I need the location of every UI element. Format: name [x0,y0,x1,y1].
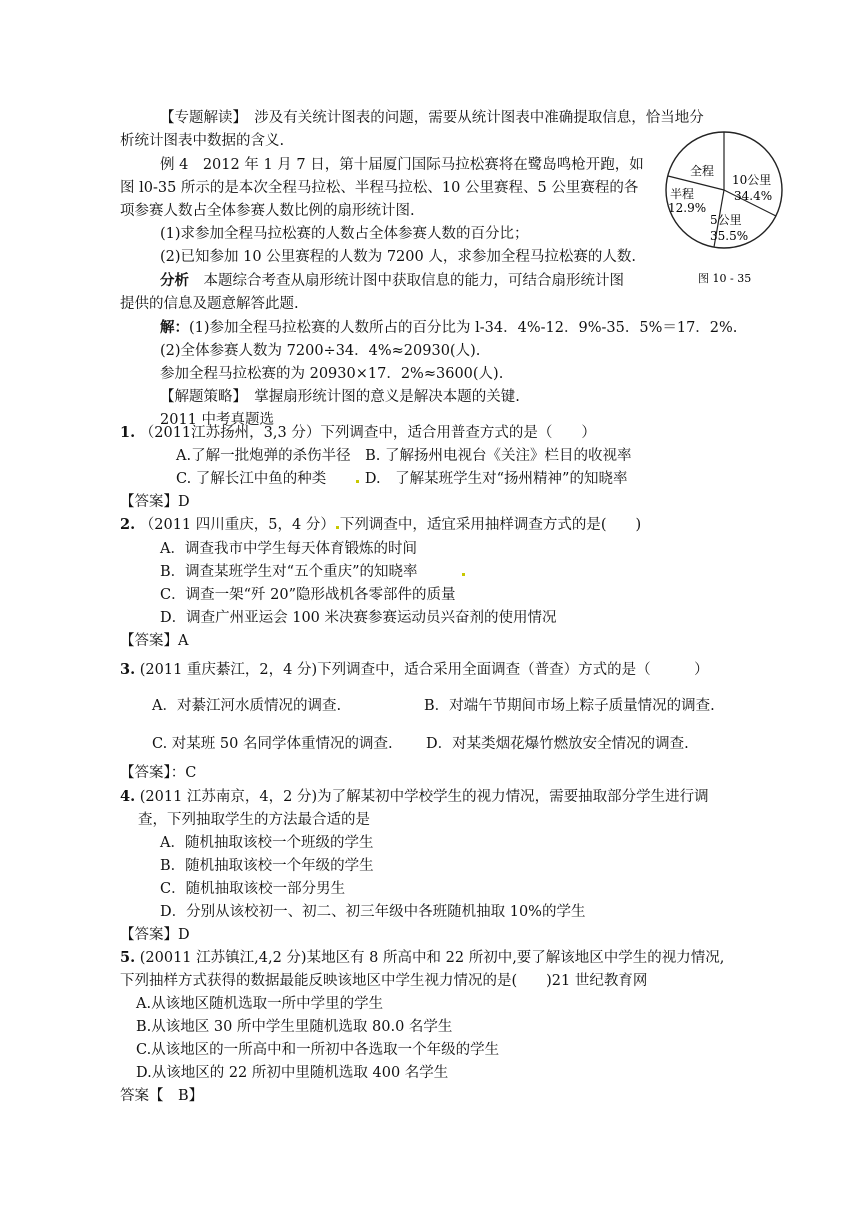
q5-stem-2: 下列抽样方式获得的数据最能反映该地区中学生视力情况的是( )21 世纪教育网 [120,973,648,989]
pie-caption: 图 10 - 35 [698,272,752,285]
q1-option-c: C. 了解长江中鱼的种类 [176,471,327,487]
q1-options-cd [176,469,627,489]
slice-value-10km: 34.4% [734,189,773,203]
slice-label-10km: 10公里 [732,173,772,187]
strategy-line: 【解题策略】 掌握扇形统计图的意义是解决本题的关键. [160,389,520,405]
q4-stem-text: (2011 江苏南京，4，2 分)为了解某初中学校学生的视力情况，需要抽取部分学生进行调 [139,789,709,805]
q2-number: 2. [120,516,136,533]
q5-answer: 答案【 B】 [120,1088,204,1104]
solution-text-1: (1)参加全程马拉松赛的人数所占的百分比为 l-34．4%-12．9%-35．5%＝17．2%. [189,320,738,336]
solution-label: 解： [160,319,189,336]
example-question-2: (2)已知参加 10 公里赛程的人数为 7200 人，求参加全程马拉松赛的人数. [160,249,636,265]
analysis-text: 本题综合考查从扇形统计图中获取信息的能力，可结合扇形统计图 [189,273,624,289]
q4-option-a: A．随机抽取该校一个班级的学生 [160,835,374,851]
q3-option-c: C. 对某班 50 名同学体重情况的调查. [152,736,393,752]
q4-answer: 【答案】D [120,927,190,943]
q3-option-b: B．对端午节期间市场上粽子质量情况的调查. [424,698,715,714]
yellow-mark [462,573,465,576]
q4-option-d: D．分别从该校初一、初二、初三年级中各班随机抽取 10%的学生 [160,904,586,920]
pie-chart-svg [656,120,796,290]
q3-number: 3. [120,661,136,678]
q2-stem-b: 下列调查中，适宜采用抽样调查方式的是( ) [339,517,642,533]
pie-chart [656,120,796,290]
intro-line-2: 析统计图表中数据的含义. [120,133,285,149]
q1-answer: 【答案】D [120,494,190,510]
q2-option-a: A．调查我市中学生每天体育锻炼的时间 [160,541,417,557]
q2-answer: 【答案】A [120,633,189,649]
example-line-3: 项参赛人数占全体参赛人数比例的扇形统计图. [120,203,415,219]
q3-stem [120,660,709,680]
q4-stem-2: 查，下列抽取学生的方法最合适的是 [138,812,370,828]
section-title: 2011 中考真题选 [160,412,275,428]
solution-line-2: (2)全体参赛人数为 7200÷34．4%≈20930(人). [160,343,481,359]
q2-stem-a: （2011 四川重庆，5，4 分） [139,517,335,533]
q1-option-d: D. 了解某班学生对“扬州精神”的知晓率 [364,471,628,487]
q3-option-d: D．对某类烟花爆竹燃放安全情况的调查. [426,736,689,752]
solution-line-1 [160,318,737,338]
analysis-line-1 [160,271,624,291]
example-question-1: (1)求参加全程马拉松赛的人数占全体参赛人数的百分比； [160,226,529,242]
q2-stem [120,515,641,535]
q5-option-b: B.从该地区 30 所中学生里随机选取 80.0 名学生 [136,1019,453,1035]
q4-option-c: C．随机抽取该校一部分男生 [160,881,346,897]
q3-answer: 【答案】：C [120,765,197,781]
q3-stem-text: (2011 重庆綦江，2，4 分)下列调查中，适合采用全面调查（普查）方式的是（ ） [139,662,709,678]
slice-value-5km: 35.5% [710,229,749,243]
intro-line-1: 【专题解读】 涉及有关统计图表的问题，需要从统计图表中准确提取信息，恰当地分 [160,110,704,126]
q1-stem [120,423,596,443]
q2-option-b: B．调查某班学生对“五个重庆”的知晓率 [160,564,418,580]
q5-number: 5. [120,949,136,966]
q5-option-a: A.从该地区随机选取一所中学里的学生 [136,996,384,1012]
q1-number: 1. [120,424,136,441]
q5-option-d: D.从该地区的 22 所初中里随机选取 400 名学生 [136,1065,449,1081]
q4-option-b: B．随机抽取该校一个年级的学生 [160,858,374,874]
q2-option-b-line [160,562,466,582]
slice-label-5km: 5公里 [710,213,742,227]
analysis-line-2: 提供的信息及题意解答此题. [120,296,299,312]
yellow-mark [356,480,359,483]
q1-options-ab: A.了解一批炮弹的杀伤半径 B. 了解扬州电视台《关注》栏目的收视率 [176,448,632,464]
example-line-1: 例 4 2012 年 1 月 7 日，第十届厦门国际马拉松赛将在鹭岛鸣枪开跑，如 [160,157,644,173]
q2-option-d: D．调查广州亚运会 100 米决赛参赛运动员兴奋剂的使用情况 [160,610,557,626]
q2-option-c: C．调查一架“歼 20”隐形战机各零部件的质量 [160,587,456,603]
q3-option-a: A．对綦江河水质情况的调查. [152,698,342,714]
q4-number: 4. [120,788,136,805]
q5-option-c: C.从该地区的一所高中和一所初中各选取一个年级的学生 [136,1042,500,1058]
solution-line-3: 参加全程马拉松赛的为 20930×17．2%≈3600(人). [160,366,504,382]
q1-stem-text: （2011江苏扬州，3,3 分）下列调查中，适合用普查方式的是（ ） [139,425,596,441]
yellow-mark [336,526,339,529]
q4-stem-1 [120,787,709,807]
q5-stem-text: (20011 江苏镇江,4,2 分)某地区有 8 所高中和 22 所初中,要了解该地区中学生的视力情况, [139,950,725,966]
analysis-label: 分析 [160,272,189,289]
slice-label-half: 半程 [670,187,695,201]
example-line-2: 图 l0-35 所示的是本次全程马拉松、半程马拉松、10 公里赛程、5 公里赛程的各 [120,180,639,196]
slice-label-full: 全程 [690,164,715,178]
q5-stem-1 [120,948,724,968]
slice-value-half: 12.9% [668,201,707,215]
